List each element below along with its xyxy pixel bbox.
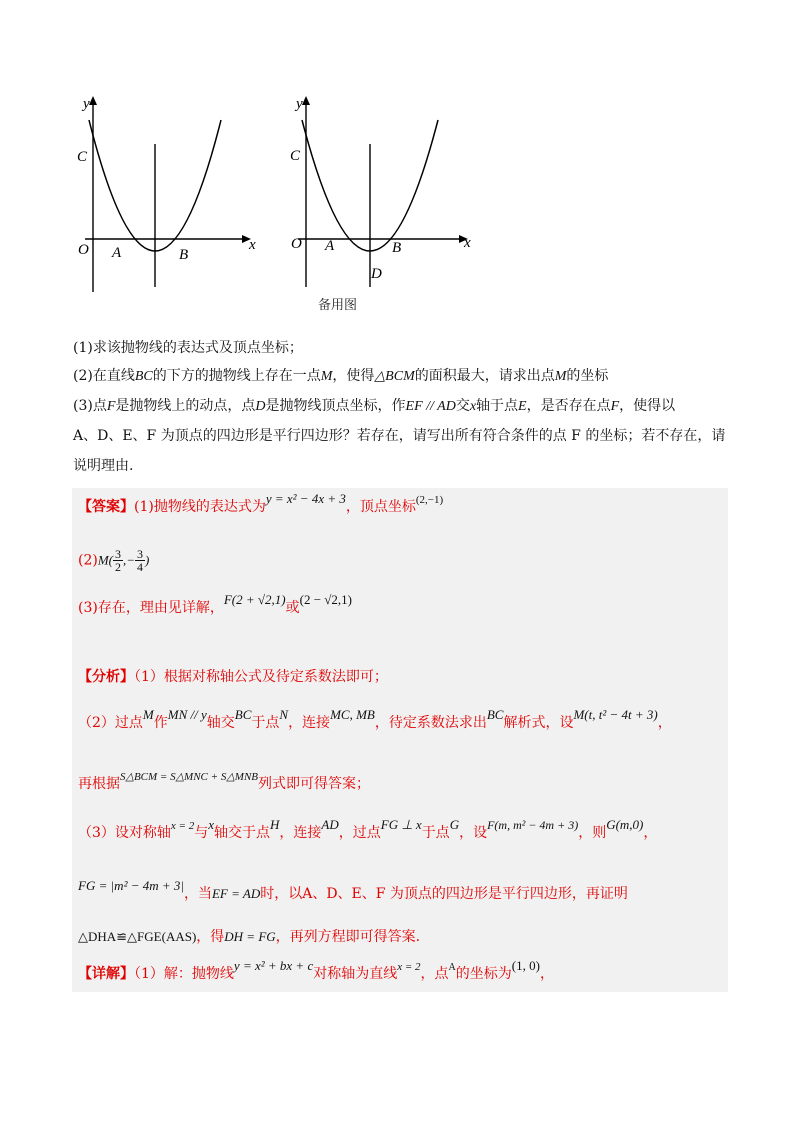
analysis-line-4: （3）设对称轴$^{x = 2}$与x轴交于点H，连接AD，过点FG ⊥ x于点G，设F(m, m² − 4m + 3)，则G(m,0)， [78, 817, 658, 841]
label-A: A [112, 245, 122, 261]
analysis-line-1: 【分析】（1）根据对称轴公式及待定系数法即可； [78, 669, 388, 685]
answer-line-1: 【答案】(1)抛物线的表达式为y = x² − 4x + 3，顶点坐标$^{(2,-1)}$ [78, 491, 444, 515]
answer-panel [72, 488, 728, 992]
detail-tag: 【详解】 [78, 966, 134, 982]
label-x: x [464, 235, 471, 251]
label-y: y [83, 96, 90, 112]
expr-parabola: y = x² − 4x + 3 [265, 491, 346, 506]
detail-line-1: 【详解】（1）解：抛物线y = x² + bx + c对称轴为直线$^{x = 2}$，点$^A$的坐标为(1, 0)， [78, 958, 554, 982]
parabola-figure-2 [288, 92, 478, 297]
label-A: A [325, 238, 335, 254]
label-y: y [296, 96, 303, 112]
analysis-line-3: 再根据$^{S\triangle BCM = S\triangle MNC + S\triangle MNB}$列式即可得答案； [78, 771, 370, 792]
label-C: C [77, 149, 88, 165]
label-x: x [249, 237, 256, 253]
y-axis-arrow [302, 96, 310, 105]
label-D: D [371, 266, 382, 282]
analysis-line-5: FG = |m² − 4m + 3|，当EF = AD时，以A、D、E、F 为顶点的四边形是平行四边形，再证明 [78, 878, 628, 902]
question-2: (2)在直线BC的下方的抛物线上存在一点M，使得△BCM的面积最大，请求出点M的坐标 [73, 368, 609, 384]
analysis-line-2: （2）过点M作MN // y轴交BC于点N，连接MC, MB，待定系数法求出BC解析式，设M(t, t² − 4t + 3)， [78, 707, 672, 731]
analysis-tag: 【分析】 [78, 669, 134, 685]
answer-line-2: (2)M( $\frac{3}{2}$ ,− $\frac{3}{4}$ ) [78, 547, 150, 574]
answer-tag: 【答案】 [78, 499, 134, 515]
vertex-coord: (2,−1) [415, 494, 444, 506]
question-3: (3)点F是抛物线上的动点，点D是抛物线顶点坐标，作EF // AD交x轴于点E，是否存在点F，使得以 [73, 398, 676, 414]
parabola-figure-1 [75, 92, 265, 297]
label-C: C [290, 148, 301, 164]
answer-line-3: (3)存在，理由见详解，F(2 + √2,1)或(2 − √2,1) [78, 592, 352, 616]
question-3-line-3: 说明理由. [73, 458, 134, 474]
label-B: B [179, 247, 189, 263]
question-3-line-2: A、D、E、F 为顶点的四边形是平行四边形？若存在，请写出所有符合条件的点 F 的坐标；若不存在，请 [73, 428, 726, 444]
figure-caption: 备用图 [318, 298, 358, 313]
y-axis-arrow [89, 96, 97, 105]
analysis-line-6: △DHA≌△FGE(AAS)，得DH = FG，再列方程即可得答案. [78, 929, 421, 945]
label-O: O [291, 236, 302, 252]
question-1: (1)求该抛物线的表达式及顶点坐标； [73, 340, 303, 356]
label-O: O [78, 242, 89, 258]
label-B: B [392, 240, 402, 256]
